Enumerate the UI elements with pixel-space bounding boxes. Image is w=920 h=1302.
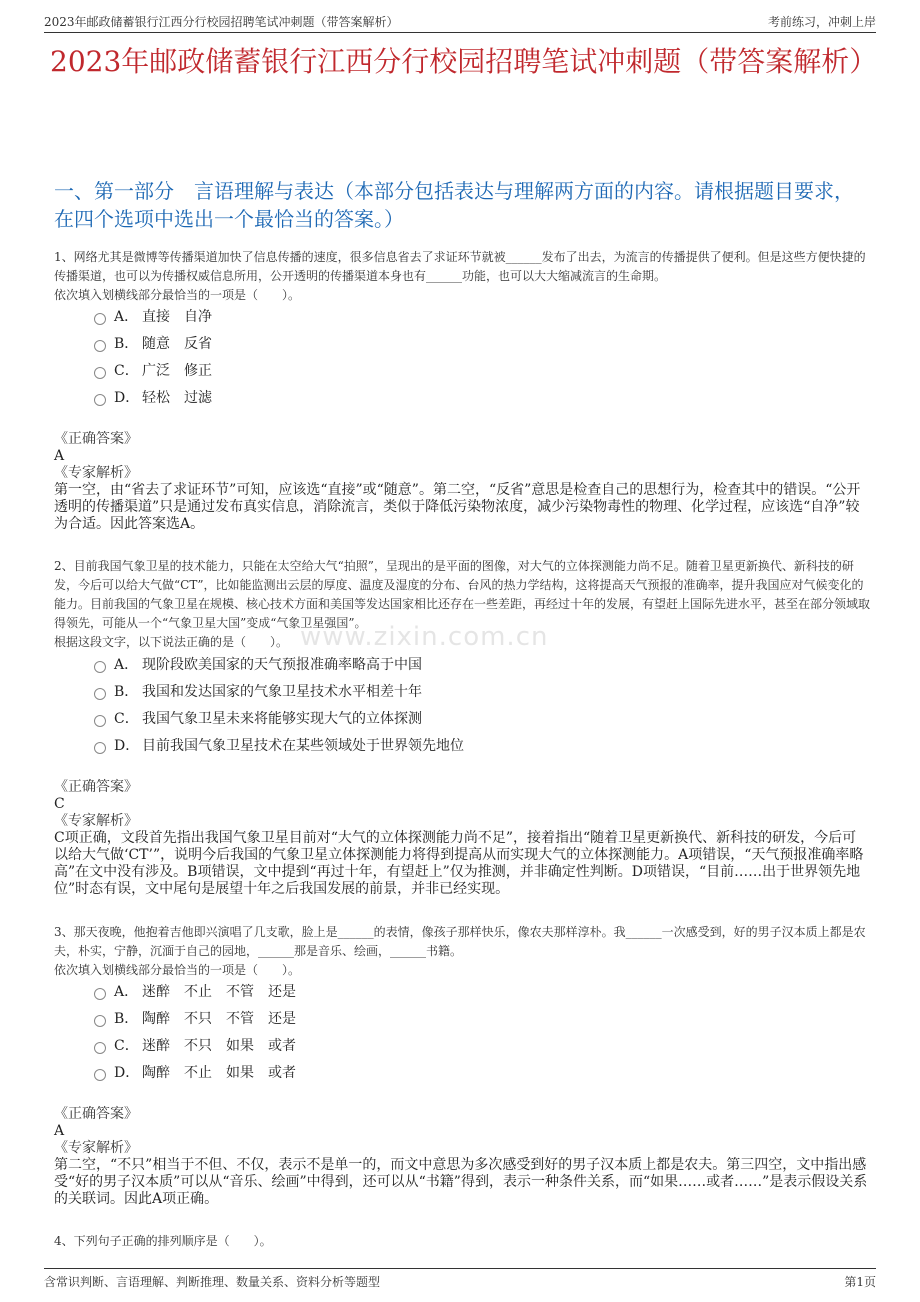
option-c[interactable]: C． 我国气象卫星未来将能够实现大气的立体探测 bbox=[94, 706, 794, 733]
options-q2 bbox=[94, 652, 794, 760]
answer-label: 《正确答案》 bbox=[54, 431, 138, 447]
analysis-text: 第一空，由“省去了求证环节”可知，应该选“直接”或“随意”。第二空，“反省”意思是检查自己的思想行为，检查其中的错误。“公开透明的传播渠道”只是通过发布真实信息，消除流言，类似于降低污染物浓度，减少污染物毒性的物理、化学过程，应该选“自净”较为合适。因此答案选A。 bbox=[54, 482, 861, 532]
radio-button[interactable] bbox=[94, 1042, 106, 1054]
option-d[interactable]: D． 目前我国气象卫星技术在某些领域处于世界领先地位 bbox=[94, 733, 794, 760]
question-prompt: 依次填入划横线部分最恰当的一项是（ ）。 bbox=[54, 963, 301, 977]
question-1 bbox=[54, 248, 870, 305]
page-number: 第1页 bbox=[844, 1275, 876, 1289]
radio-button[interactable] bbox=[94, 988, 106, 1000]
answer-value: C bbox=[54, 796, 65, 812]
option-a[interactable]: A． 直接 自净 bbox=[94, 304, 794, 331]
option-d[interactable]: D． 陶醉 不止 如果 或者 bbox=[94, 1060, 794, 1087]
question-3 bbox=[54, 923, 870, 980]
answer-label: 《正确答案》 bbox=[54, 779, 138, 795]
radio-button[interactable] bbox=[94, 394, 106, 406]
option-a[interactable]: A． 迷醉 不止 不管 还是 bbox=[94, 979, 794, 1006]
answer-block-q3 bbox=[54, 1106, 870, 1208]
question-text: 2、目前我国气象卫星的技术能力，只能在太空给大气“拍照”，呈现出的是平面的图像，对大气的立体探测能力尚不足。随着卫星更新换代、新科技的研发，今后可以给大气做“CT”，比如能监测出云层的厚度、温度及湿度的分布、台风的热力学结构，这将提高天气预报的准确率，提升我国应对气候变化的能力。目前我国的气象卫星在规模、核心技术方面和美国等发达国家相比还存在一些差距，再经过十年的发展，有望赶上国际先进水平，甚至在部分领域取得领先，可能从一个“气象卫星大国”变成“气象卫星强国”。 bbox=[54, 559, 871, 630]
radio-button[interactable] bbox=[94, 1069, 106, 1081]
question-2 bbox=[54, 557, 870, 652]
question-prompt: 依次填入划横线部分最恰当的一项是（ ）。 bbox=[54, 288, 301, 302]
analysis-label: 《专家解析》 bbox=[54, 1140, 138, 1156]
option-c[interactable]: C． 迷醉 不只 如果 或者 bbox=[94, 1033, 794, 1060]
radio-button[interactable] bbox=[94, 688, 106, 700]
answer-block-q2 bbox=[54, 779, 870, 898]
answer-value: A bbox=[54, 448, 65, 464]
watermark: www.zixin.com.cn bbox=[300, 622, 549, 652]
option-b[interactable]: B． 随意 反省 bbox=[94, 331, 794, 358]
option-b[interactable]: B． 我国和发达国家的气象卫星技术水平相差十年 bbox=[94, 679, 794, 706]
answer-block-q1 bbox=[54, 431, 870, 533]
question-text: 3、那天夜晚，他抱着吉他即兴演唱了几支歌，脸上是______的表情，像孩子那样快乐，像农夫那样淳朴。我______一次感受到，好的男子汉本质上都是农夫，朴实，宁静，沉湎于自己的园地，______那是音乐、绘画，______书籍。 bbox=[54, 925, 866, 958]
analysis-text: C项正确，文段首先指出我国气象卫星目前对“大气的立体探测能力尚不足”，接着指出“随着卫星更新换代、新科技的研发，今后可以给大气做‘CT’”，说明今后我国的气象卫星立体探测能力将得到提高从而实现大气的立体探测能力。A项错误，“天气预报准确率略高”在文中没有涉及。B项错误，文中提到“再过十年，有望赶上”仅为推测，并非确定性判断。D项错误，“目前……出于世界领先地位”时态有误，文中尾句是展望十年之后我国发展的前景，并非已经实现。 bbox=[54, 830, 864, 897]
question-4 bbox=[54, 1232, 870, 1251]
analysis-label: 《专家解析》 bbox=[54, 813, 138, 829]
options-q1 bbox=[94, 304, 794, 412]
option-a[interactable]: A． 现阶段欧美国家的天气预报准确率略高于中国 bbox=[94, 652, 794, 679]
radio-button[interactable] bbox=[94, 367, 106, 379]
question-text: 4、下列句子正确的排列顺序是（ ）。 bbox=[54, 1234, 272, 1248]
question-text: 1、网络尤其是微博等传播渠道加快了信息传播的速度，很多信息省去了求证环节就被______发布了出去，为流言的传播提供了便利。但是这些方便快捷的传播渠道，也可以为传播权威信息所用，公开透明的传播渠道本身也有______功能，也可以大大缩减流言的生命期。 bbox=[54, 250, 866, 283]
answer-label: 《正确答案》 bbox=[54, 1106, 138, 1122]
analysis-label: 《专家解析》 bbox=[54, 465, 138, 481]
answer-value: A bbox=[54, 1123, 65, 1139]
option-b[interactable]: B． 陶醉 不只 不管 还是 bbox=[94, 1006, 794, 1033]
page-footer bbox=[44, 1268, 876, 1291]
options-q3 bbox=[94, 979, 794, 1087]
header-doc-title: 2023年邮政储蓄银行江西分行校园招聘笔试冲刺题（带答案解析） bbox=[44, 15, 399, 29]
page-header bbox=[44, 10, 876, 33]
question-prompt: 根据这段文字，以下说法正确的是（ ）。 bbox=[54, 635, 289, 649]
section-heading: 一、第一部分 言语理解与表达（本部分包括表达与理解两方面的内容。请根据题目要求，在四个选项中选出一个最恰当的答案。） bbox=[54, 179, 854, 231]
radio-button[interactable] bbox=[94, 661, 106, 673]
footer-note: 含常识判断、言语理解、判断推理、数量关系、资料分析等题型 bbox=[44, 1275, 381, 1289]
radio-button[interactable] bbox=[94, 340, 106, 352]
header-slogan: 考前练习，冲刺上岸 bbox=[767, 15, 876, 29]
analysis-text: 第二空，“不只”相当于不但、不仅，表示不是单一的，而文中意思为多次感受到好的男子汉本质上都是农夫。第三四空，文中指出感受“好的男子汉本质”可以从“音乐、绘画”中得到，还可以从“书籍”得到，表示一种条件关系，而“如果……或者……”是表示假设关系的关联词。因此A项正确。 bbox=[54, 1157, 868, 1207]
radio-button[interactable] bbox=[94, 715, 106, 727]
radio-button[interactable] bbox=[94, 742, 106, 754]
document-title: 2023年邮政储蓄银行江西分行校园招聘笔试冲刺题（带答案解析） bbox=[50, 45, 878, 78]
option-c[interactable]: C． 广泛 修正 bbox=[94, 358, 794, 385]
option-d[interactable]: D． 轻松 过滤 bbox=[94, 385, 794, 412]
radio-button[interactable] bbox=[94, 313, 106, 325]
radio-button[interactable] bbox=[94, 1015, 106, 1027]
